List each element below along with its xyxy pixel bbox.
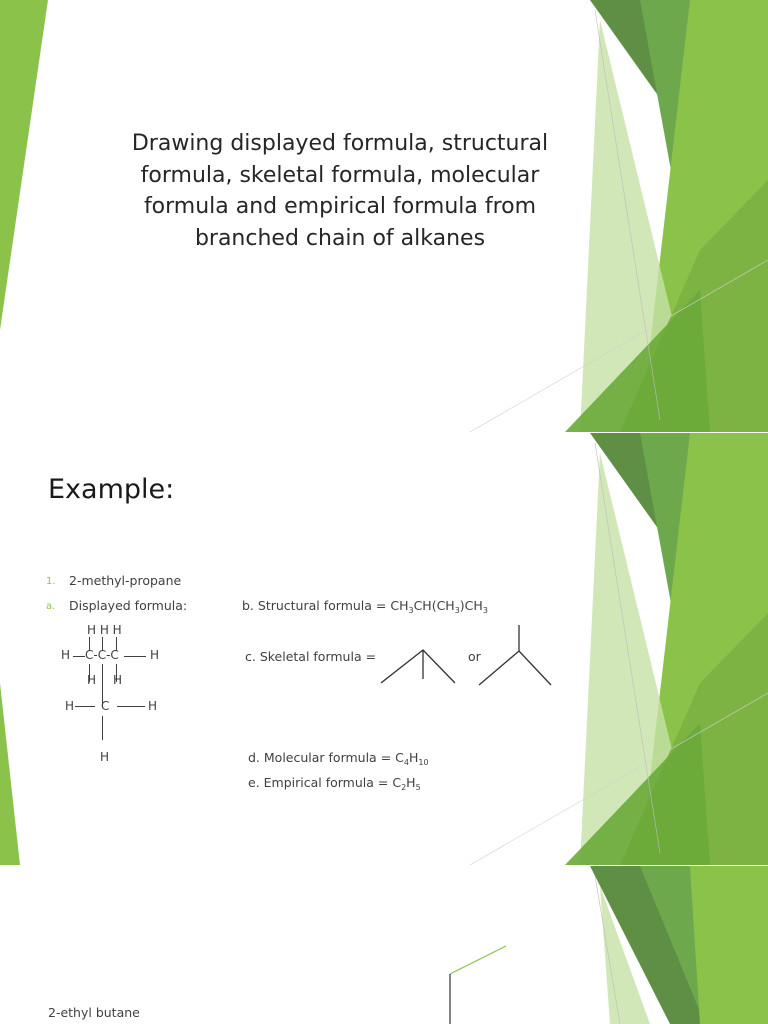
- or-text: or: [468, 649, 481, 664]
- row3-left-h: H: [65, 699, 75, 713]
- displayed-formula-label: Displayed formula:: [69, 598, 188, 613]
- structural-formula: b. Structural formula = $CH_3CH(CH_3)CH_3$: [242, 598, 488, 615]
- compound-name: 2-methyl-propane: [69, 573, 182, 588]
- row3-carbon: C: [101, 699, 110, 713]
- slide-decoration: [0, 866, 768, 1024]
- carbon-chain: C-C-C: [85, 648, 119, 662]
- bond: [73, 656, 85, 657]
- list-marker: 1.: [46, 576, 56, 587]
- row2-h2: H: [113, 673, 123, 687]
- slide-2-ethyl-butane: [0, 866, 768, 1024]
- top-hydrogens: H H H: [87, 623, 122, 637]
- skeletal-formula-label: c. Skeletal formula =: [245, 649, 377, 664]
- row1-right-h: H: [150, 648, 160, 662]
- bond: [124, 656, 146, 657]
- list-marker: a.: [46, 601, 56, 612]
- example-heading: Example:: [48, 474, 175, 505]
- skeletal-structure-1: [378, 645, 458, 687]
- empirical-formula: e. Empirical formula = $C_2H_5$: [248, 775, 421, 792]
- compound-name-2-ethyl-butane: 2-ethyl butane: [48, 1005, 140, 1020]
- bond: [75, 706, 95, 707]
- row1-left-h: H: [61, 648, 71, 662]
- skeletal-structure-2: [476, 623, 556, 689]
- bond: [117, 706, 145, 707]
- row2-h1: H: [87, 673, 97, 687]
- bond: [102, 716, 103, 740]
- molecular-formula: d. Molecular formula = $C_4H_{10}$: [248, 750, 429, 767]
- slide-title-text: Drawing displayed formula, structural formula, skeletal formula, molecular formula and empirical formula from branched chain of alkanes: [131, 131, 549, 251]
- slide-title: [0, 0, 768, 432]
- row3-right-h: H: [148, 699, 158, 713]
- bond: [102, 664, 103, 704]
- bottom-h: H: [100, 750, 110, 764]
- slide-example: [0, 433, 768, 865]
